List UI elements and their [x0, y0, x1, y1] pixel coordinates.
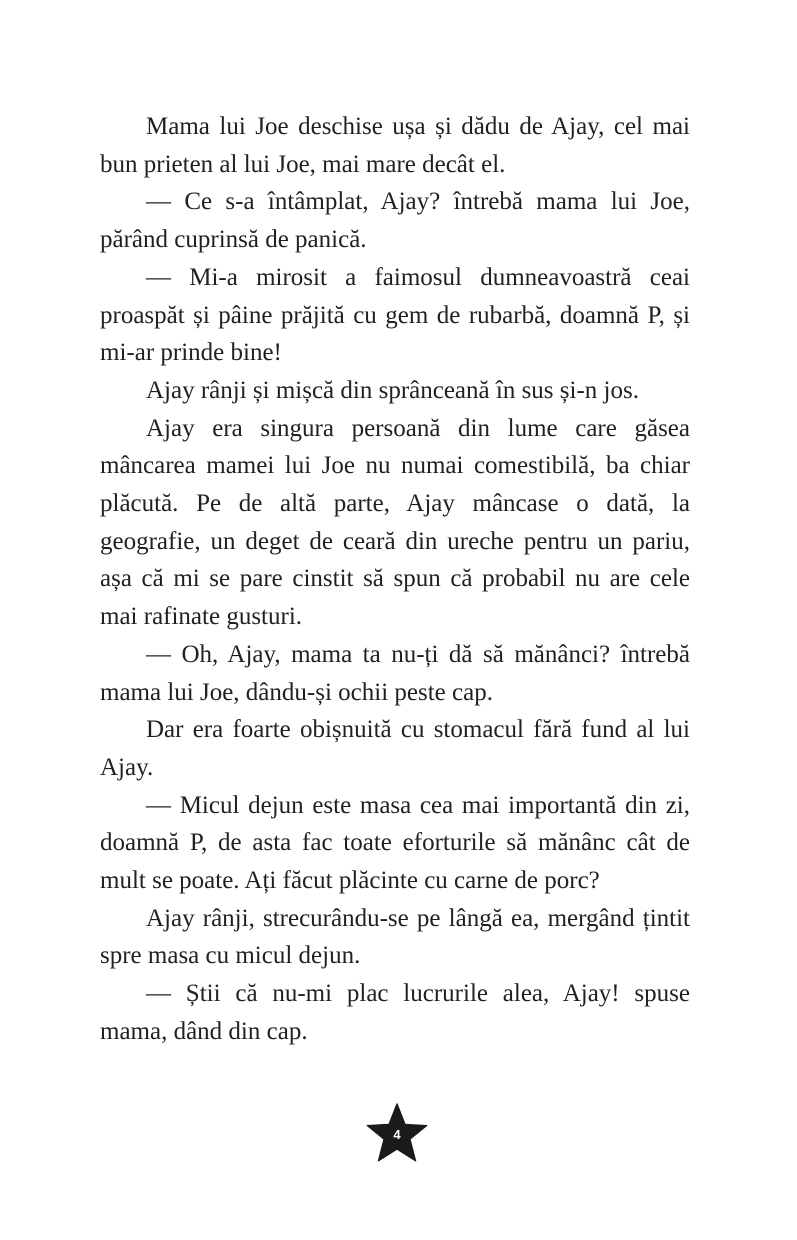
paragraph: — Oh, Ajay, mama ta nu-ți dă să mănânci? întrebă mama lui Joe, dându-și ochii peste cap.	[100, 640, 690, 706]
paragraph: Dar era foarte obișnuită cu stomacul fără fund al lui Ajay.	[100, 716, 690, 781]
paragraph: — Micul dejun este masa cea mai importantă din zi, doamnă P, de asta fac toate eforturile să mănânc cât de mult se poate. Ați făcut plăcinte cu carne de porc?	[100, 791, 690, 895]
page-number: 4	[393, 1127, 401, 1142]
paragraph: Ajay era singura persoană din lume care găsea mâncarea mamei lui Joe nu numai comestibilă, ba chiar plăcută. Pe de altă parte, Ajay mâncase o dată, la geografie, un deget de ceară din ureche pentru un pariu, așa că mi se pare cinstit să spun că probabil nu are cele mai rafinate gusturi.	[100, 414, 690, 631]
paragraph: — Mi-a mirosit a faimosul dumneavoastră ceai proaspăt și pâine prăjită cu gem de rubarbă, doamnă P, și mi-ar prinde bine!	[100, 263, 690, 367]
paragraph: — Ce s-a întâmplat, Ajay? întrebă mama lui Joe, părând cuprinsă de panică.	[100, 188, 690, 254]
paragraph: Mama lui Joe deschise ușa și dădu de Ajay, cel mai bun prieten al lui Joe, mai mare decât el.	[100, 113, 690, 178]
body-text	[100, 108, 690, 1051]
paragraph: — Știi că nu-mi plac lucrurile alea, Ajay! spuse mama, dând din cap.	[100, 980, 690, 1045]
page-number-badge	[366, 1102, 428, 1164]
paragraph: Ajay rânji, strecurându-se pe lângă ea, mergând țintit spre masa cu micul dejun.	[100, 904, 690, 970]
paragraph: Ajay rânji și mișcă din sprânceană în sus și-n jos.	[146, 376, 639, 404]
